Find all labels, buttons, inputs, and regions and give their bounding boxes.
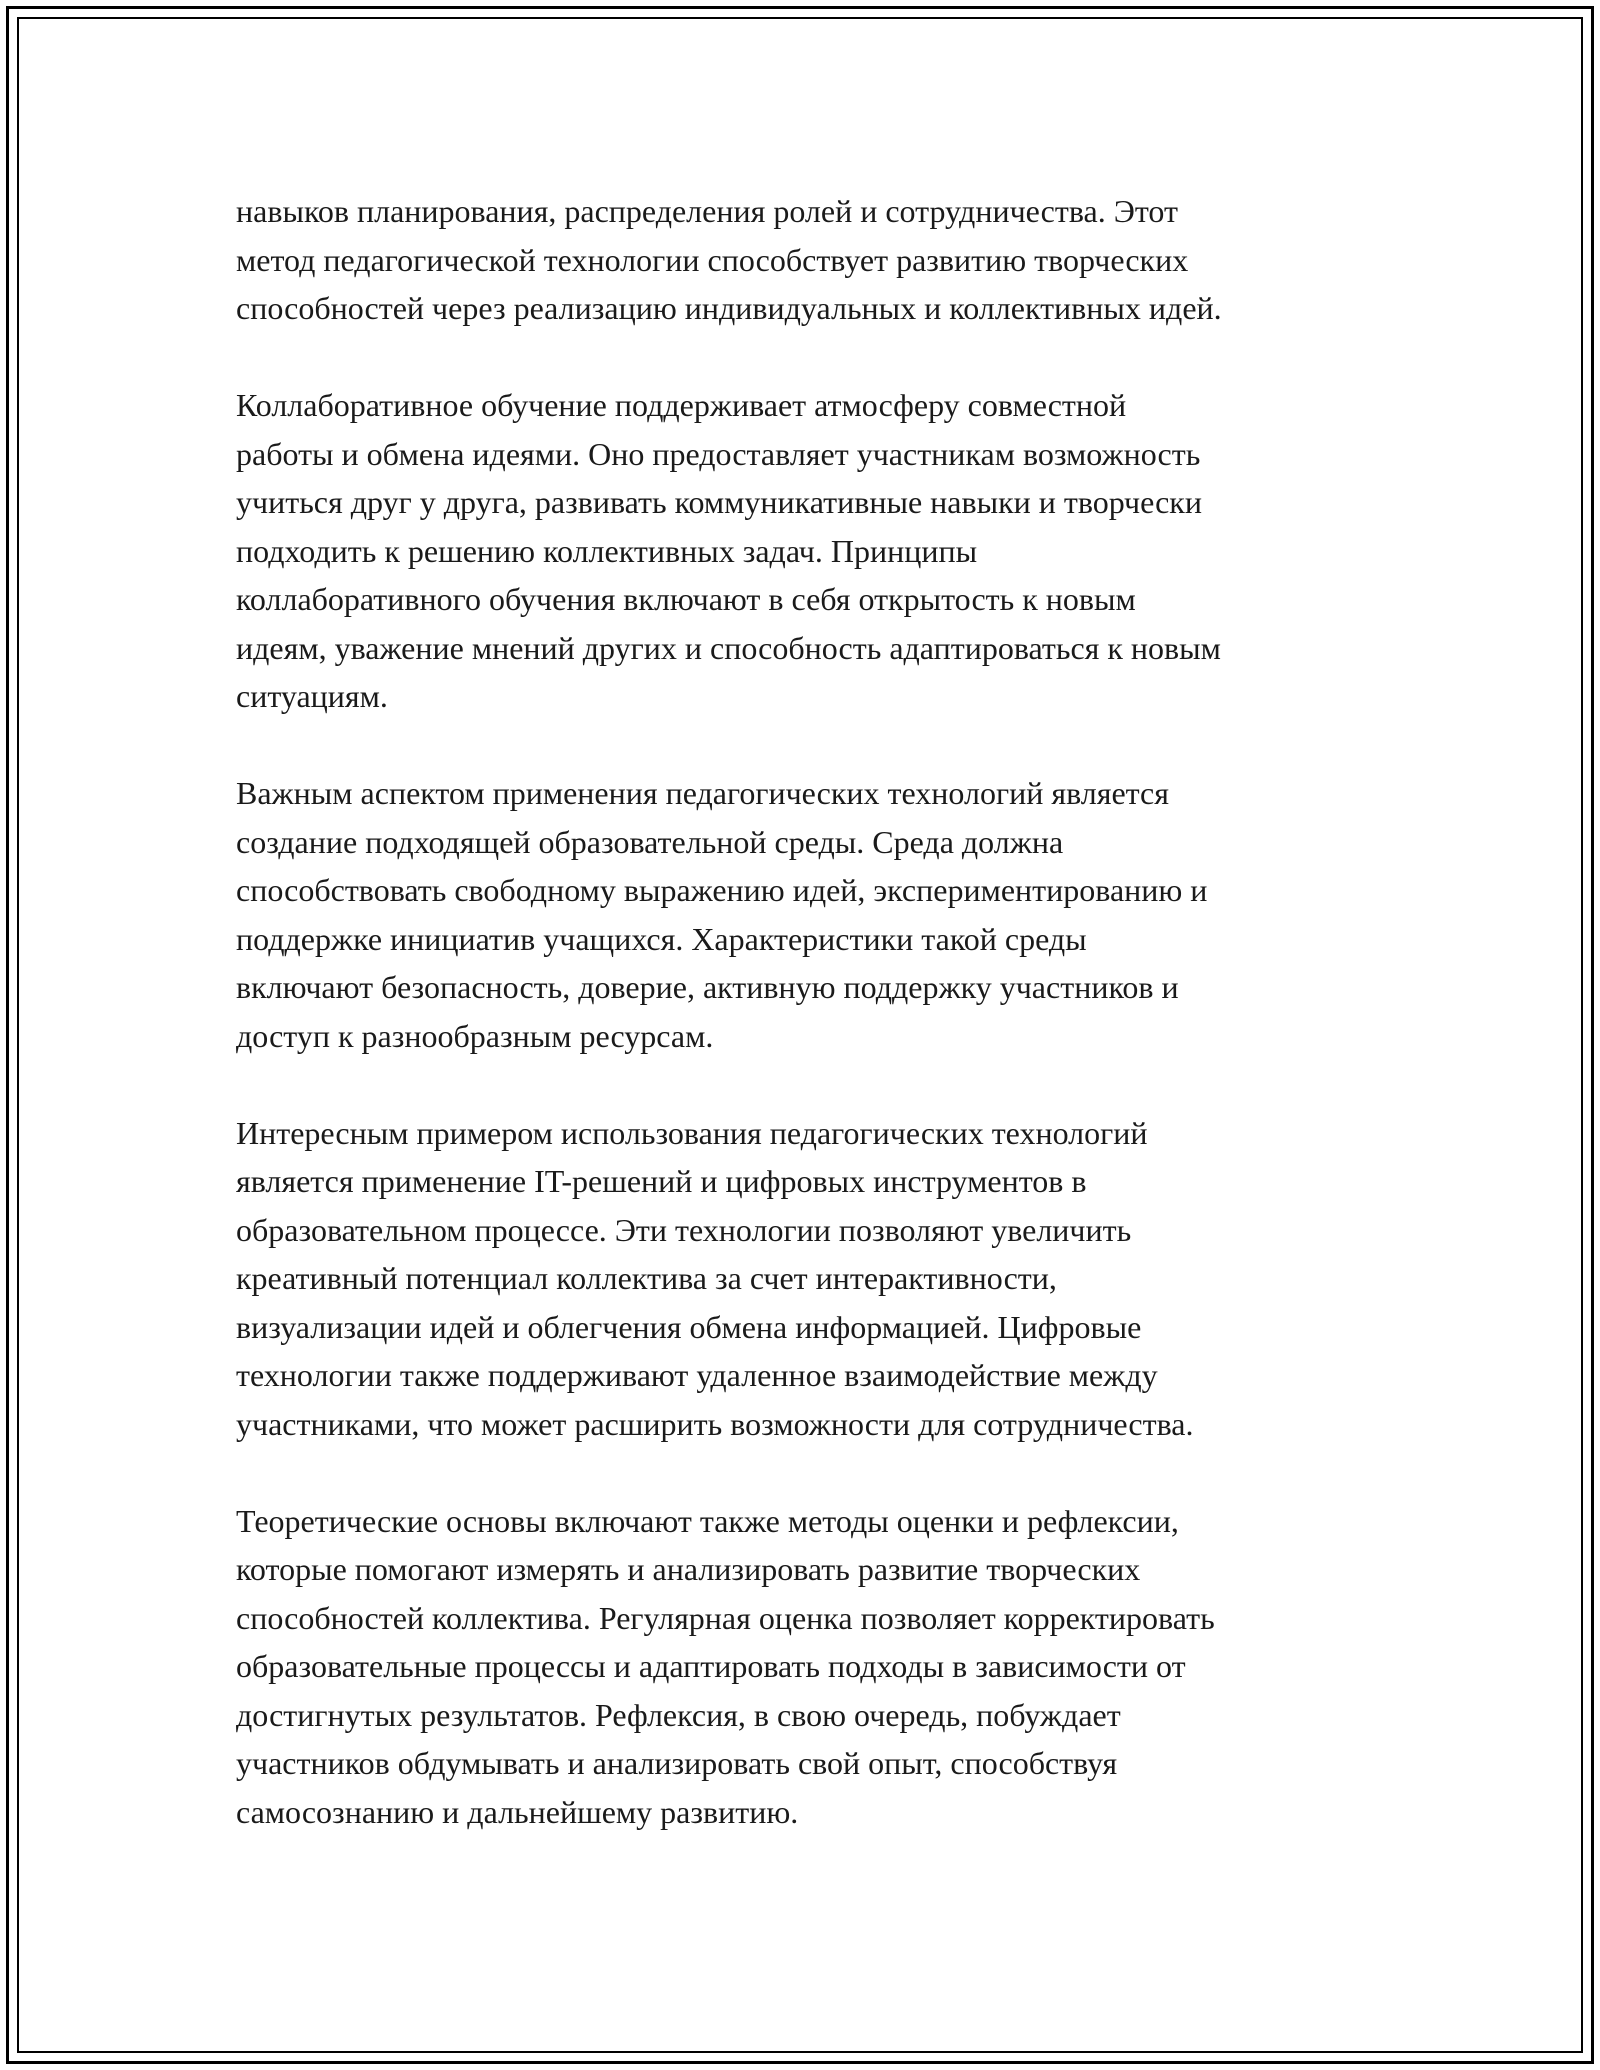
paragraph-it-solutions: Интересным примером использования педагогических технологий является применение IT-решений и цифровых инструментов в образовательном процессе. Эти технологии позволяют увеличить креативный потенциал коллектива за счет интерактивности, визуализации идей и облегчения обмена информацией. Цифровые технологии также поддерживают удаленное взаимодействие между участниками, что может расширить возможности для сотрудничества. (236, 1114, 1194, 1442)
paragraph-assessment-reflection: Теоретические основы включают также методы оценки и рефлексии, которые помогают измерять и анализировать развитие творческих способностей коллектива. Регулярная оценка позволяет корректировать образовательные процессы и адаптировать подходы в зависимости от достигнутых результатов. Рефлексия, в свою очередь, побуждает участников обдумывать и анализировать свой опыт, способствуя самосознанию и дальнейшему развитию. (236, 1502, 1215, 1830)
paragraph-educational-environment: Важным аспектом применения педагогических технологий является создание подходящей образовательной среды. Среда должна способствовать свободному выражению идей, экспериментированию и поддержке инициатив учащихся. Характеристики такой среды включают безопасность, доверие, активную поддержку участников и доступ к разнообразным ресурсам. (236, 775, 1208, 1054)
document-body (236, 187, 1386, 1836)
paragraph-planning-skills: навыков планирования, распределения ролей и сотрудничества. Этот метод педагогической технологии способствует развитию творческих способностей через реализацию индивидуальных и коллективных идей. (236, 193, 1222, 326)
paragraph-collaborative-learning: Коллаборативное обучение поддерживает атмосферу совместной работы и обмена идеями. Оно предоставляет участникам возможность учиться друг у друга, развивать коммуникативные навыки и творчески подходить к решению коллективных задач. Принципы коллаборативного обучения включают в себя открытость к новым идеям, уважение мнений других и способность адаптироваться к новым ситуациям. (236, 387, 1221, 714)
